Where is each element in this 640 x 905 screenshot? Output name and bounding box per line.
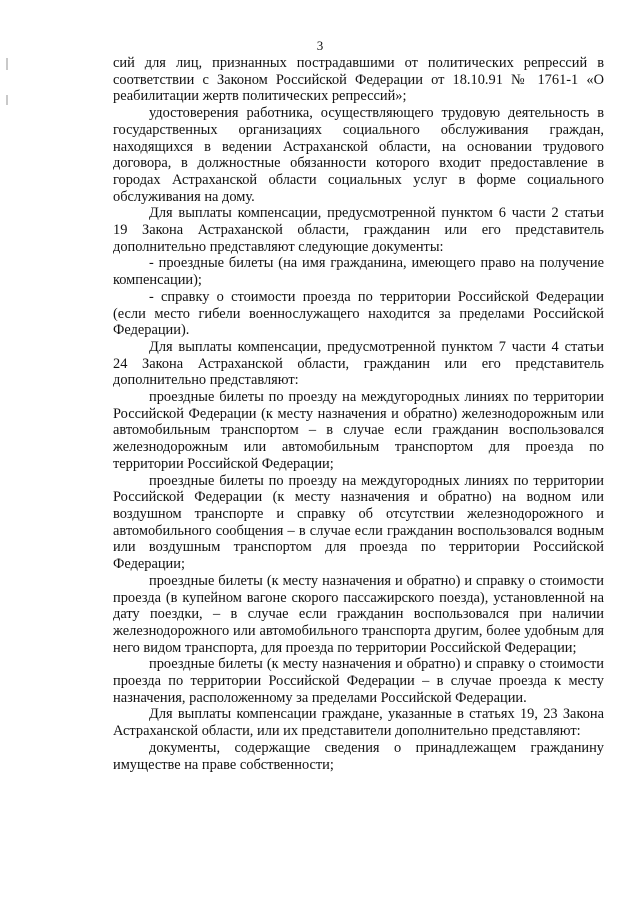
scan-margin-mark [6,58,8,70]
paragraph: проездные билеты по проезду на междугородных линиях по территории Российской Федерации (к месту назначения и обратно) на водном или воздушном транспорте и справку об отсутствии железнодорожного и автомобильного сообщения – в случае если гражданин воспользовался водным или воздушным транспортом для проезда по территории Российской Федерации; [113,472,604,573]
paragraph: Для выплаты компенсации, предусмотренной пунктом 7 части 4 статьи 24 Закона Астраханской области, гражданин или его представитель дополнительно представляют: [113,338,604,389]
paragraph: проездные билеты (к месту назначения и обратно) и справку о стоимости проезда (в купейном вагоне скорого пассажирского поезда), установленной на дату поездки, – в случае если гражданин воспользовался при наличии железнодорожного или автомобильного транспорта другим, более удобным для него видом транспорта, для проезда по территории Российской Федерации; [113,572,604,656]
paragraph: Для выплаты компенсации граждане, указанные в статьях 19, 23 Закона Астраханской области, или их представители дополнительно представляют: [113,706,604,740]
document-body [113,55,604,773]
page-number: 3 [316,38,324,53]
scan-margin-mark [6,95,8,105]
paragraph: документы, содержащие сведения о принадлежащем гражданину имуществе на праве собственности; [113,739,604,773]
paragraph: - справку о стоимости проезда по территории Российской Федерации (если место гибели военнослужащего находится за пределами Российской Федерации). [113,288,604,339]
paragraph: удостоверения работника, осуществляющего трудовую деятельность в государственных организациях социального обслуживания граждан, находящихся в ведении Астраханской области, на основании трудового договора, в должностные обязанности которого входит предоставление в городах Астраханской области социальных услуг в форме социального обслуживания на дому. [113,105,604,205]
paragraph: проездные билеты (к месту назначения и обратно) и справку о стоимости проезда по территории Российской Федерации – в случае проезда к месту назначения, расположенному за пределами Российской Федерации. [113,656,604,706]
paragraph: - проездные билеты (на имя гражданина, имеющего право на получение компенсации); [113,255,604,289]
paragraph: сий для лиц, признанных пострадавшими от политических репрессий в соответствии с Законом Российской Федерации от 18.10.91 № 1761-1 «О реабилитации жертв политических репрессий»; [113,55,604,105]
paragraph: Для выплаты компенсации, предусмотренной пунктом 6 части 2 статьи 19 Закона Астраханской области, гражданин или его представитель дополнительно представляют следующие документы: [113,205,604,255]
paragraph: проездные билеты по проезду на междугородных линиях по территории Российской Федерации (к месту назначения и обратно) железнодорожным или автомобильным транспортом – в случае если гражданин воспользовался железнодорожным или автомобильным транспортом для проезда по территории Российской Федерации; [113,389,604,472]
